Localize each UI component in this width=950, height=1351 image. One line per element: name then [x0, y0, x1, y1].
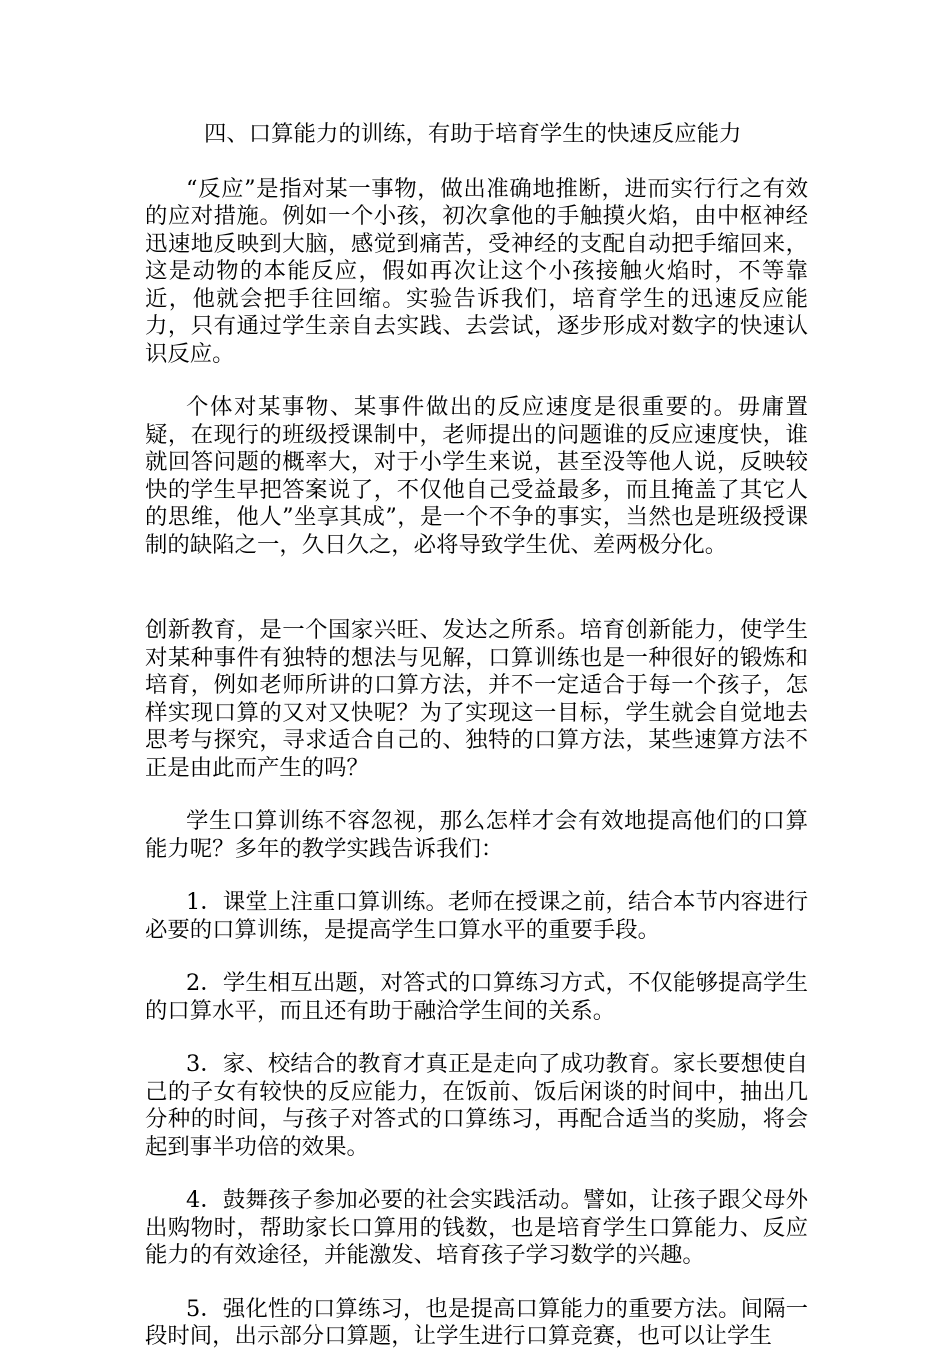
section-heading: 四、口算能力的训练，有助于培育学生的快速反应能力 — [204, 121, 742, 147]
list-item-1: 1．课堂上注重口算训练。老师在授课之前，结合本节内容进行必要的口算训练，是提高学生口算水平的重要手段。 — [145, 889, 808, 943]
list-item-5: 5．强化性的口算练习，也是提高口算能力的重要方法。间隔一段时间，出示部分口算题，让学生进行口算竞赛，也可以让学生 — [145, 1295, 808, 1349]
document-body — [145, 121, 808, 1351]
paragraph-reaction-definition: “反应”是指对某一事物，做出准确地推断，进而实行行之有效的应对措施。例如一个小孩，初次拿他的手触摸火焰，由中枢神经迅速地反映到大脑，感觉到痛苦，受神经的支配自动把手缩回来，这是动物的本能反应，假如再次让这个小孩接触火焰时，不等靠近，他就会把手往回缩。实验告诉我们，培育学生的迅速反应能力，只有通过学生亲自去实践、去尝试，逐步形成对数字的快速认识反应。 — [145, 175, 808, 367]
list-item-3: 3．家、校结合的教育才真正是走向了成功教育。家长要想使自己的子女有较快的反应能力，在饭前、饭后闲谈的时间中，抽出几分种的时间，与孩子对答式的口算练习，再配合适当的奖励，将会起到事半功倍的效果。 — [145, 1051, 808, 1160]
list-item-2: 2．学生相互出题，对答式的口算练习方式，不仅能够提高学生的口算水平，而且还有助于融洽学生间的关系。 — [145, 970, 808, 1024]
paragraph-methods-intro: 学生口算训练不容忽视，那么怎样才会有效地提高他们的口算能力呢？多年的教学实践告诉我们： — [145, 808, 808, 862]
paragraph-reaction-speed: 个体对某事物、某事件做出的反应速度是很重要的。毋庸置疑，在现行的班级授课制中，老师提出的问题谁的反应速度快，谁就回答问题的概率大，对于小学生来说，甚至没等他人说，反映较快的学生早把答案说了，不仅他自己受益最多，而且掩盖了其它人的思维，他人”坐享其成”，是一个不争的事实，当然也是班级授课制的缺陷之一，久日久之，必将导致学生优、差两极分化。 — [145, 394, 808, 558]
list-item-4: 4．鼓舞孩子参加必要的社会实践活动。譬如，让孩子跟父母外出购物时，帮助家长口算用的钱数，也是培育学生口算能力、反应能力的有效途径，并能激发、培育孩子学习数学的兴趣。 — [145, 1187, 808, 1268]
paragraph-innovation: 创新教育，是一个国家兴旺、发达之所系。培育创新能力，使学生对某种事件有独特的想法与见解，口算训练也是一种很好的锻炼和培育，例如老师所讲的口算方法，并不一定适合于每一个孩子，怎样实现口算的又对又快呢？为了实现这一目标，学生就会自觉地去思考与探究，寻求适合自己的、独特的口算方法，某些速算方法不正是由此而产生的吗？ — [145, 617, 808, 781]
